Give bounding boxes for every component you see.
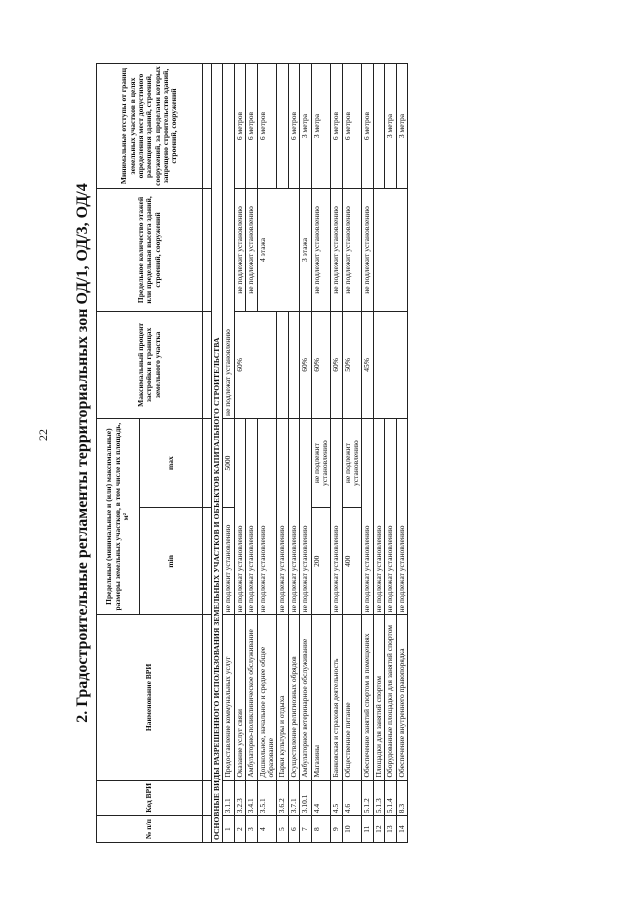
row-num: 8 [311, 815, 331, 842]
row-name: Предоставление коммунальных услуг [223, 614, 234, 779]
row-setback-empty [277, 63, 288, 188]
row-num: 14 [396, 815, 407, 842]
row-floors: 4 этажа [257, 188, 300, 311]
header-floors: Предельное количество этажей или предельная высота зданий, строений, сооружений [97, 188, 203, 311]
row-code: 3.7.1 [288, 780, 299, 816]
row-percent: 60% [300, 311, 311, 418]
header-percent: Максимальный процент застройки в границах земельного участка [97, 311, 203, 418]
row-minmax: не подлежат установлению [246, 418, 257, 614]
row-setback: 6 метров [234, 63, 245, 188]
header-max: max [140, 418, 203, 507]
row-percent: 50% [342, 311, 362, 418]
header-row [97, 63, 140, 842]
row-minmax: не подлежат установлению [277, 418, 288, 614]
regulations-table [96, 63, 408, 843]
row-code: 5.1.4 [385, 780, 396, 816]
row-floors: не подлежит установлению [234, 188, 245, 311]
header-sizes: Предельные (минимальные и (или) максимальные) размеры земельных участков, в том числе их площадь, м² [97, 418, 140, 614]
row-code: 3.2.3 [234, 780, 245, 816]
page-number: 22 [36, 429, 50, 441]
table-row [288, 63, 299, 842]
table-row [234, 63, 245, 842]
row-floors: 3 этажа [300, 188, 311, 311]
row-minmax: не подлежат установлению [300, 418, 311, 614]
row-code: 4.6 [342, 780, 362, 816]
header-name: Наименование ВРИ [97, 614, 203, 779]
row-setback: 6 метров [288, 63, 299, 188]
row-setback-empty [373, 63, 384, 188]
table-row [342, 63, 362, 842]
row-name: Банковская и страховая деятельность [331, 614, 342, 779]
row-minmax: не подлежат установлению [234, 418, 245, 614]
row-num: 2 [234, 815, 245, 842]
row-setback: 3 метра [385, 63, 396, 188]
row-name: Осуществление религиозных обрядов [288, 614, 299, 779]
row-minmax: не подлежат установлению [257, 418, 277, 614]
row-max: не подлежит установлению [311, 418, 331, 507]
row-percent: 60% [331, 311, 342, 418]
row-max: 5000 [223, 418, 234, 507]
table-row [277, 63, 288, 842]
row-num: 4 [257, 815, 277, 842]
row-name: Площадки для занятий спортом [373, 614, 384, 779]
row-minmax: не подлежат установлению [288, 418, 299, 614]
row-name: Оказание услуг связи [234, 614, 245, 779]
row-name: Обеспечение занятий спортом в помещениях [362, 614, 373, 779]
row-num: 1 [223, 815, 234, 842]
row-code: 3.10.1 [300, 780, 311, 816]
page-title: 2. Градостроительные регламенты территориальных зон ОД/1, ОД/3, ОД/4 [74, 182, 91, 723]
section-row [212, 63, 223, 842]
row-num: 13 [385, 815, 396, 842]
row-setback: 6 метров [331, 63, 342, 188]
row-floors: не подлежит установлению [331, 188, 342, 311]
row-percent: 60% [311, 311, 331, 418]
header-code: Код ВРИ [97, 780, 203, 816]
row-minmax: не подлежат установлению [362, 418, 373, 614]
row-minmax: не подлежат установлению [373, 418, 384, 614]
row-num: 7 [300, 815, 311, 842]
table-row [311, 63, 331, 842]
row-name: Амбулаторно-поликлиническое обслуживание [246, 614, 257, 779]
row-code: 8.3 [396, 780, 407, 816]
row-code: 5.1.2 [362, 780, 373, 816]
row-name: Дошкольное, начальное и среднее общее образование [257, 614, 277, 779]
row-code: 3.5.1 [257, 780, 277, 816]
row-code: 4.5 [331, 780, 342, 816]
row-percent: 45% [362, 311, 373, 418]
row-num: 3 [246, 815, 257, 842]
row-minmax: не подлежат установлению [385, 418, 396, 614]
row-code: 5.1.3 [373, 780, 384, 816]
table-row [373, 63, 384, 842]
row-name: Оборудованные площадки для занятий спортом [385, 614, 396, 779]
row-minmax: не подлежат установлению [396, 418, 407, 614]
row-common-value: не подлежат установлению [223, 63, 234, 418]
blank-row [203, 63, 212, 842]
row-num: 10 [342, 815, 362, 842]
row-name: Обеспечение внутреннего правопорядка [396, 614, 407, 779]
table-row [300, 63, 311, 842]
row-min: не подлежит установлению [223, 507, 234, 614]
row-num: 9 [331, 815, 342, 842]
row-minmax: не подлежат установлению [331, 418, 342, 614]
section-title: ОСНОВНЫЕ ВИДЫ РАЗРЕШЕННОГО ИСПОЛЬЗОВАНИЯ ЗЕМЕЛЬНЫХ УЧАСТКОВ И ОБЪЕКТОВ КАПИТАЛЬНОГО СТРОИТЕЛЬСТВА [212, 63, 223, 842]
row-min: 400 [342, 507, 362, 614]
row-code: 4.4 [311, 780, 331, 816]
header-setback: Минимальные отступы от границ земельных участков в целях определения мест допустимого размещения зданий, строений, сооружений, за пределами которых запрещено строительство зданий, строений, сооружений [97, 63, 203, 188]
row-num: 12 [373, 815, 384, 842]
table-row [257, 63, 277, 842]
row-num: 6 [288, 815, 299, 842]
table-row [362, 63, 373, 842]
row-percent: 60% [234, 311, 277, 418]
row-num: 11 [362, 815, 373, 842]
row-code: 3.4.1 [246, 780, 257, 816]
row-floors: не подлежит установлению [311, 188, 331, 311]
row-setback: 6 метров [246, 63, 257, 188]
rotated-page [70, 63, 570, 843]
row-setback: 6 метров [342, 63, 362, 188]
row-percent-empty [288, 311, 299, 418]
row-floors: не подлежит установлению [246, 188, 257, 311]
row-setback: 6 метров [257, 63, 277, 188]
row-name: Амбулаторное ветеринарное обслуживание [300, 614, 311, 779]
table-row [385, 63, 396, 842]
table-row [223, 63, 234, 842]
table-row [246, 63, 257, 842]
row-code: 3.1.1 [223, 780, 234, 816]
table-row [396, 63, 407, 842]
row-name: Парки культуры и отдыха [277, 614, 288, 779]
header-min: min [140, 507, 203, 614]
row-name: Общественное питание [342, 614, 362, 779]
row-max: не подлежит установлению [342, 418, 362, 507]
table-row [331, 63, 342, 842]
row-floors: не подлежит установлению [342, 188, 362, 311]
row-percent-empty [373, 311, 407, 418]
row-setback: 3 метра [300, 63, 311, 188]
row-floors-empty [373, 188, 407, 311]
row-setback: 3 метра [396, 63, 407, 188]
row-setback: 6 метров [362, 63, 373, 188]
row-name: Магазины [311, 614, 331, 779]
header-num: № п/п [97, 815, 203, 842]
row-floors: не подлежит установлению [362, 188, 373, 311]
row-num: 5 [277, 815, 288, 842]
row-percent-empty [277, 311, 288, 418]
row-min: 200 [311, 507, 331, 614]
row-code: 3.6.2 [277, 780, 288, 816]
row-setback: 3 метра [311, 63, 331, 188]
